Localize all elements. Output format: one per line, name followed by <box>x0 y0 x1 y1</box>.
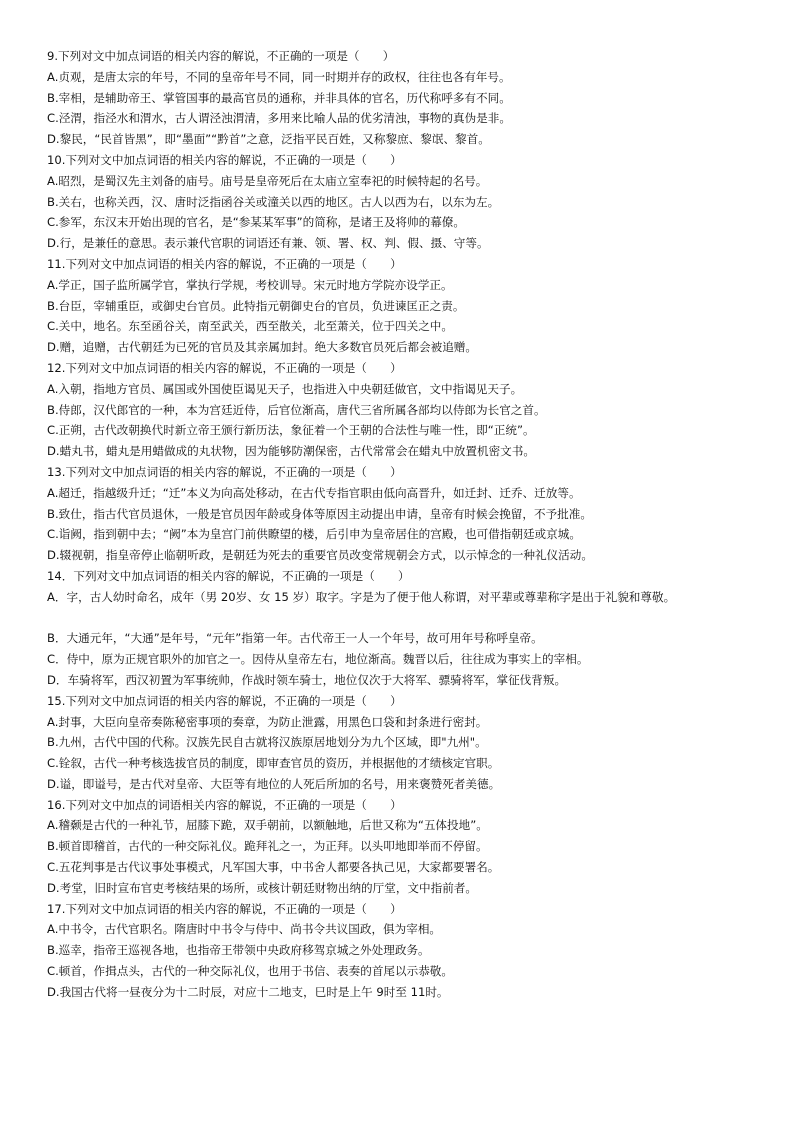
option-d: D.行，是兼任的意思。表示兼代官职的词语还有兼、领、署、权、判、假、摄、守等。 <box>47 236 489 251</box>
option-b: B.九州，古代中国的代称。汉族先民自古就将汉族原居地划分为九个区域，即"九州"。 <box>47 735 487 750</box>
question-stem: 17.下列对文中加点词语的相关内容的解说，不正确的一项是（ ） <box>47 901 402 916</box>
option-c: C.泾渭，指泾水和渭水，古人谓泾浊渭清，多用来比喻人品的优劣清浊，事物的真伪是非。 <box>47 111 511 126</box>
option-b: B.侍郎，汉代郎官的一种，本为宫廷近侍，后官位渐高，唐代三省所属各部均以侍郎为长官之首。 <box>47 402 546 417</box>
option-d: D．车骑将军，西汉初置为军事统帅，作战时领车骑士，地位仅次于大将军、骠骑将军，掌征伐背叛。 <box>47 672 567 687</box>
question-stem: 10.下列对文中加点词语的相关内容的解说，不正确的一项是（ ） <box>47 152 402 167</box>
option-d: D.赠，追赠，古代朝廷为已死的官员及其亲属加封。绝大多数官员死后都会被追赠。 <box>47 340 477 355</box>
option-c: C.关中，地名。东至函谷关，南至武关，西至散关，北至萧关，位于四关之中。 <box>47 319 453 334</box>
question-stem: 15.下列对文中加点词语的相关内容的解说，不正确的一项是（ ） <box>47 693 402 708</box>
option-a: A.昭烈，是蜀汉先主刘备的庙号。庙号是皇帝死后在太庙立室奉祀的时候特起的名号。 <box>47 173 488 188</box>
option-d: D.黎民，“民首皆黑”，即“墨面”“黔首”之意，泛指平民百姓，又称黎庶、黎氓、黎首。 <box>47 132 490 147</box>
option-c: C.参军，东汉末开始出现的官名，是“参某某军事”的简称，是诸王及将帅的幕僚。 <box>47 215 465 230</box>
option-b: B.关右，也称关西，汉、唐时泛指函谷关或潼关以西的地区。古人以西为右，以东为左。 <box>47 194 500 209</box>
option-d: D.辍视朝，指皇帝停止临朝听政，是朝廷为死去的重要官员改变常规朝会方式，以示悼念的一种礼仪活动。 <box>47 548 593 563</box>
option-a: A．字，古人幼时命名，成年（男 20岁、女 15 岁）取字。字是为了便于他人称谓，对平辈或尊辈称字是出于礼貌和尊敬。 <box>47 589 676 604</box>
option-a: A.贞观，是唐太宗的年号，不同的皇帝年号不同，同一时期并存的政权，往往也各有年号。 <box>47 69 511 84</box>
option-d: D.我国古代将一昼夜分为十二时辰，对应十二地支，巳时是上午 9时至 11时。 <box>47 984 449 999</box>
option-b: B.顿首即稽首，古代的一种交际礼仪。跪拜礼之一，为正拜。以头叩地即举而不停留。 <box>47 839 488 854</box>
option-c: C.顿首，作揖点头，古代的一种交际礼仪，也用于书信、表奏的首尾以示恭敬。 <box>47 964 453 979</box>
option-c: C.五花判事是古代议事处事模式，凡军国大事，中书舍人都要各执己见，大家都要署名。 <box>47 860 500 875</box>
option-b: B.巡幸，指帝王巡视各地，也指帝王带领中央政府移驾京城之外处理政务。 <box>47 943 430 958</box>
option-c: C．侍中，原为正规官职外的加官之一。因侍从皇帝左右，地位渐高。魏晋以后，往往成为事实上的宰相。 <box>47 652 589 667</box>
option-a: A.中书令，古代官职名。隋唐时中书令与侍中、尚书令共议国政，俱为宰相。 <box>47 922 442 937</box>
option-d: D.蜡丸书，蜡丸是用蜡做成的丸状物，因为能够防潮保密，古代常常会在蜡丸中放置机密文书。 <box>47 444 535 459</box>
question-stem: 12.下列对文中加点词语的相关内容的解说，不正确的一项是（ ） <box>47 360 402 375</box>
option-a: A.超迁，指越级升迁；“迁”本义为向高处移动，在古代专指官职由低向高晋升，如迁封、迁乔、迁放等。 <box>47 485 581 500</box>
option-b: B.台臣，宰辅重臣，或御史台官员。此特指元朝御史台的官员，负进谏匡正之责。 <box>47 298 465 313</box>
option-c: C.铨叙，古代一种考核选拔官员的制度，即审查官员的资历，并根据他的才绩核定官职。 <box>47 756 500 771</box>
question-stem: 16.下列对文中加点的词语相关内容的解说，不正确的一项是（ ） <box>47 797 402 812</box>
option-a: A.学正，国子监所属学官，掌执行学规，考校训导。宋元时地方学院亦设学正。 <box>47 277 453 292</box>
question-stem: 11.下列对文中加点词语的相关内容的解说，不正确的一项是（ ） <box>47 256 402 271</box>
question-sheet <box>47 46 747 1003</box>
question-stem: 14．下列对文中加点词语的相关内容的解说，不正确的一项是（ ） <box>47 568 410 583</box>
question-stem: 9.下列对文中加点词语的相关内容的解说，不正确的一项是（ ） <box>47 49 395 63</box>
option-a: A.入朝，指地方官员、属国或外国使臣谒见天子，也指进入中央朝廷做官，文中指谒见天子。 <box>47 381 523 396</box>
option-b: B．大通元年，“大通”是年号，“元年”指第一年。古代帝王一人一个年号，故可用年号称呼皇帝。 <box>47 631 543 646</box>
option-c: C.正朔，古代改朝换代时新立帝王颁行新历法，象征着一个王朝的合法性与唯一性，即“正统”。 <box>47 423 535 438</box>
option-a: A.稽颡是古代的一种礼节，屈膝下跪，双手朝前，以额触地，后世又称为“五体投地”。 <box>47 818 488 833</box>
option-d: D.考堂，旧时宣布官吏考核结果的场所，或核计朝廷财物出纳的厅堂，文中指前者。 <box>47 880 477 895</box>
option-d: D.谥，即谥号，是古代对皇帝、大臣等有地位的人死后所加的名号，用来褒赞死者美德。 <box>47 776 501 791</box>
question-stem: 13.下列对文中加点词语的相关内容的解说，不正确的一项是（ ） <box>47 464 402 479</box>
option-c: C.诣阙，指到朝中去；“阙”本为皇宫门前供瞭望的楼，后引申为皇帝居住的宫殿，也可借指朝廷或京城。 <box>47 527 581 542</box>
option-b: B.致仕，指古代官员退休，一般是官员因年龄或身体等原因主动提出申请，皇帝有时候会挽留，不予批准。 <box>47 506 592 521</box>
option-a: A.封事，大臣向皇帝奏陈秘密事项的奏章，为防止泄露，用黑色口袋和封条进行密封。 <box>47 714 488 729</box>
option-b: B.宰相，是辅助帝王、掌管国事的最高官员的通称，并非具体的官名，历代称呼多有不同。 <box>47 90 511 105</box>
